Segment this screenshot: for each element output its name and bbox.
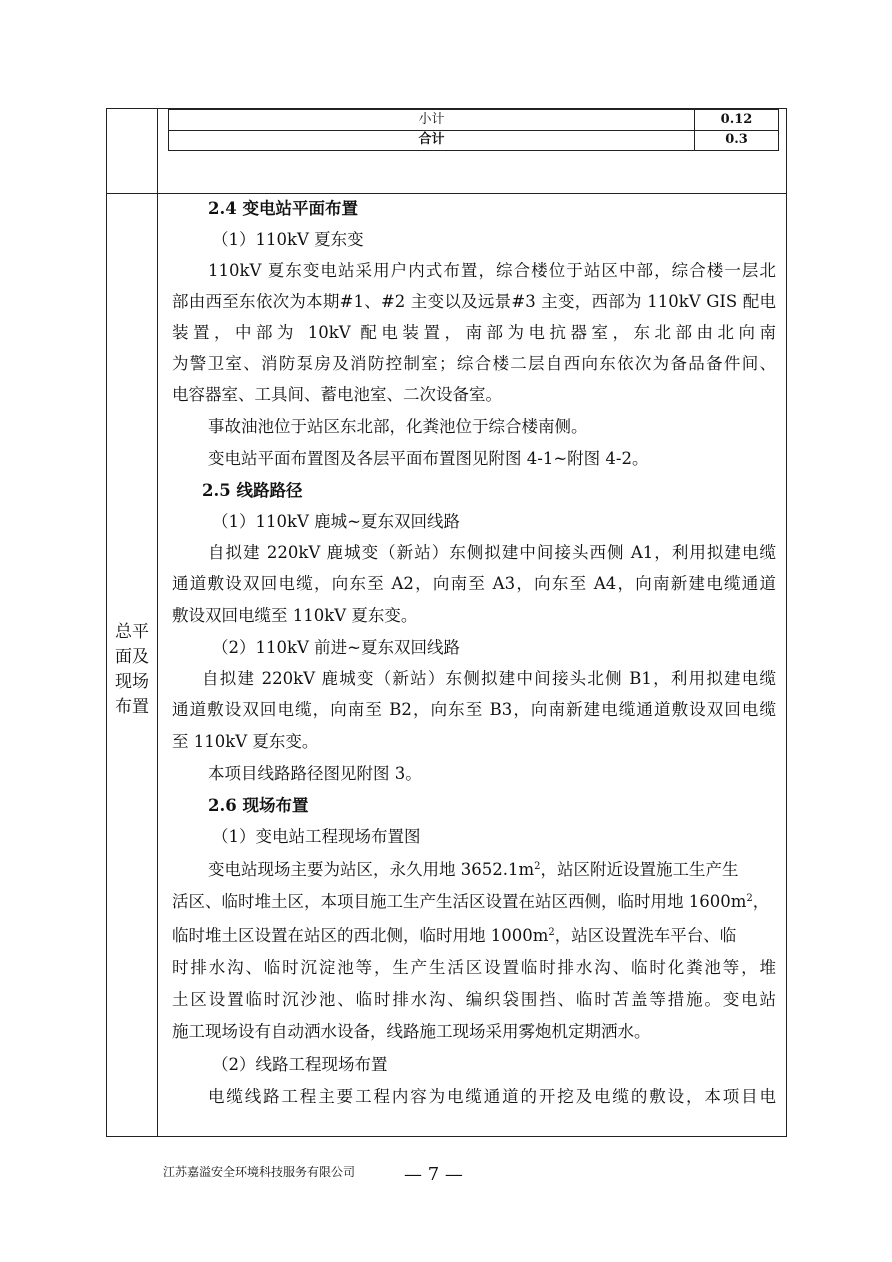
page-number: — 7 —	[404, 1164, 463, 1185]
text-run: ，站区附近设置施工生产生	[540, 860, 739, 879]
total-label: 合计	[169, 130, 695, 150]
heading-2-4: 2.4 变电站平面布置	[208, 199, 358, 218]
paragraph-line: 通道敷设双回电缆，向南至 B2，向东至 B3，向南新建电缆通道敷设双回电缆	[172, 700, 776, 719]
subheading-xiadong: （1）110kV 夏东变	[212, 230, 364, 249]
heading-2-5: 2.5 线路路径	[202, 481, 303, 500]
paragraph-line: 通道敷设双回电缆，向东至 A2，向南至 A3，向东至 A4，向南新建电缆通道	[172, 574, 776, 593]
paragraph-line: 电容器室、工具间、蓄电池室、二次设备室。	[172, 385, 502, 404]
subheading-line-site: （2）线路工程现场布置	[212, 1055, 388, 1074]
paragraph-line: 事故油池位于站区东北部，化粪池位于综合楼南侧。	[208, 417, 588, 436]
heading-2-6: 2.6 现场布置	[208, 796, 309, 815]
paragraph-line: 施工现场设有自动洒水设备，线路施工现场采用雾炮机定期洒水。	[172, 1022, 651, 1041]
side-label-line: 面及	[115, 647, 149, 667]
subheading-route-1: （1）110kV 鹿城~夏东双回线路	[212, 512, 460, 531]
paragraph-line: 110kV 夏东变电站采用户内式布置，综合楼位于站区中部，综合楼一层北	[208, 261, 776, 280]
paragraph-line: 本项目线路路径图见附图 3。	[208, 764, 422, 783]
total-row	[169, 130, 778, 150]
subtotal-label: 小计	[169, 110, 695, 130]
subtotal-value: 0.12	[720, 112, 753, 127]
section-side-label	[108, 620, 156, 720]
paragraph-line	[208, 854, 739, 886]
side-label-line: 布置	[115, 697, 149, 717]
superscript: 2	[534, 861, 541, 872]
total-value: 0.3	[725, 132, 748, 147]
footer-company: 江苏嘉溢安全环境科技服务有限公司	[163, 1165, 356, 1179]
superscript: 2	[548, 927, 555, 938]
paragraph-line: 装置，中部为 10kV 配电装置，南部为电抗器室，东北部由北向南	[172, 323, 776, 342]
paragraph-line: 自拟建 220kV 鹿城变（新站）东侧拟建中间接头北侧 B1，利用拟建电缆	[202, 669, 776, 688]
subtotal-row	[169, 110, 778, 131]
text-run: ，站区设置洗车平台、临	[554, 926, 737, 945]
side-label-line: 现场	[115, 672, 149, 692]
text-run: 活区、临时堆土区，本项目施工生产生活区设置在站区西侧，临时用地 1600m	[172, 892, 747, 911]
label-column-divider	[157, 108, 158, 1137]
paragraph-line: 土区设置临时沉沙池、临时排水沟、编织袋围挡、临时苫盖等措施。变电站	[172, 990, 776, 1009]
paragraph-line: 时排水沟、临时沉淀池等，生产生活区设置临时排水沟、临时化粪池等，堆	[172, 958, 776, 977]
paragraph-line	[172, 886, 769, 918]
paragraph-line: 敷设双回电缆至 110kV 夏东变。	[172, 606, 418, 625]
paragraph-line: 为警卫室、消防泵房及消防控制室；综合楼二层自西向东依次为备品备件间、	[172, 354, 776, 373]
paragraph-line	[172, 920, 736, 952]
land-use-subtable	[168, 109, 779, 151]
subheading-route-2: （2）110kV 前进~夏东双回线路	[212, 638, 460, 657]
paragraph-line: 至 110kV 夏东变。	[172, 732, 319, 751]
text-run: 临时堆土区设置在站区的西北侧，临时用地 1000m	[172, 926, 549, 945]
paragraph-line: 电缆线路工程主要工程内容为电缆通道的开挖及电缆的敷设，本项目电	[208, 1087, 776, 1106]
text-run: ，	[752, 892, 770, 911]
paragraph-line: 自拟建 220kV 鹿城变（新站）东侧拟建中间接头西侧 A1，利用拟建电缆	[208, 543, 776, 562]
subheading-substation-site: （1）变电站工程现场布置图	[212, 827, 421, 846]
superscript: 2	[746, 893, 753, 904]
paragraph-line: 部由西至东依次为本期#1、#2 主变以及远景#3 主变，西部为 110kV GIS 配电	[172, 292, 776, 311]
text-run: 变电站现场主要为站区，永久用地 3652.1m	[208, 860, 535, 879]
paragraph-line: 变电站平面布置图及各层平面布置图见附图 4-1~附图 4-2。	[208, 449, 649, 468]
side-label-line: 总平	[115, 622, 149, 642]
